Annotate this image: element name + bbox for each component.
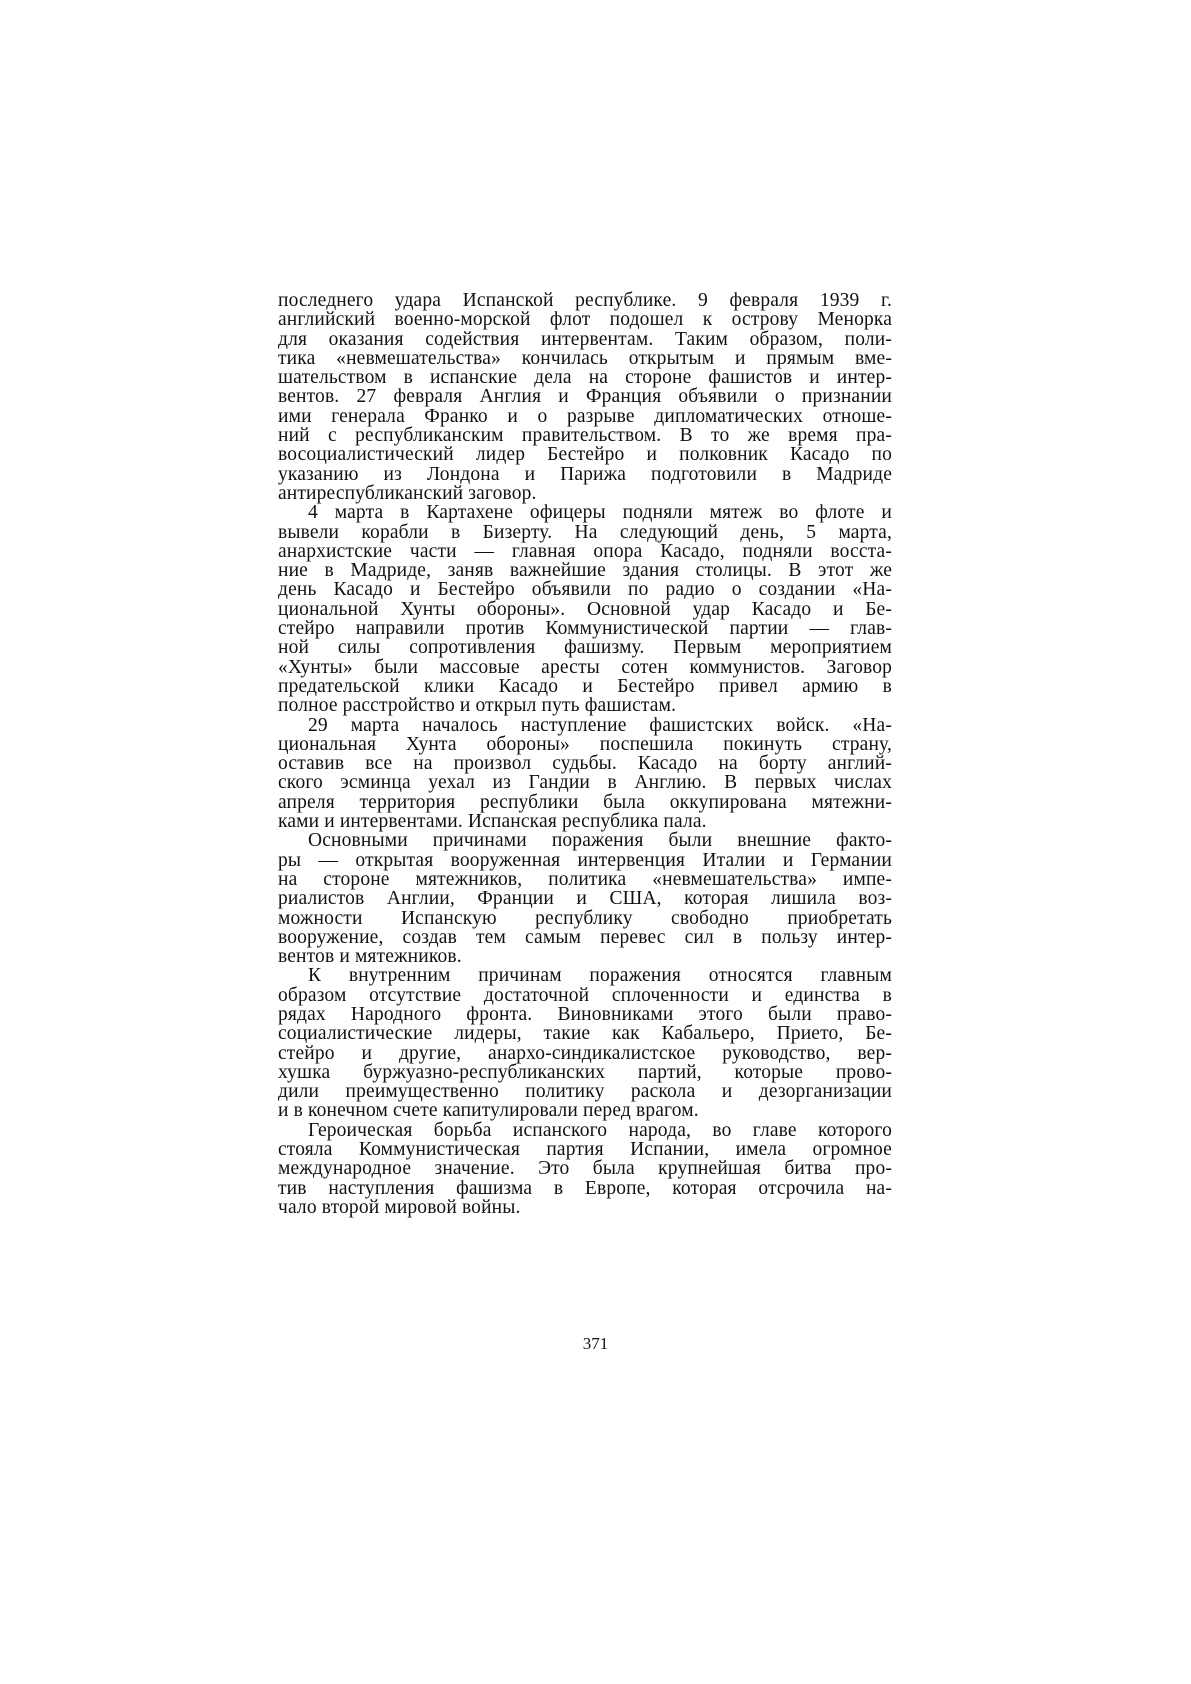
text-line: восоциалистический лидер Бестейро и полковник Касадо по	[278, 444, 892, 466]
paragraph-2	[278, 503, 892, 715]
text-line: рядах Народного фронта. Виновниками этого были право-	[278, 1003, 892, 1025]
text-line: предательской клики Касадо и Бестейро привел армию в	[278, 675, 892, 697]
paragraph-5	[278, 966, 892, 1120]
text-line: вентов. 27 февраля Англия и Франция объявили о признании	[278, 386, 892, 408]
text-line: чало второй мировой войны.	[278, 1196, 521, 1218]
text-line: ний с республиканским правительством. В то же время пра-	[278, 425, 892, 447]
text-line: стейро направили против Коммунистической партии — глав-	[278, 618, 892, 640]
text-line: дили преимущественно политику раскола и дезорганизации	[278, 1081, 892, 1103]
text-line: ского эсминца уехал из Гандии в Англию. В первых числах	[278, 772, 892, 794]
text-line: оставив все на произвол судьбы. Касадо на борту англий-	[278, 753, 892, 775]
text-line: день Касадо и Бестейро объявили по радио о создании «На-	[278, 579, 892, 601]
paragraph-4	[278, 831, 892, 966]
text-line: вооружение, создав тем самым перевес сил в пользу интер-	[278, 926, 892, 948]
text-line: последнего удара Испанской республике. 9 февраля 1939 г.	[278, 290, 892, 311]
text-line: для оказания содействия интервентам. Таким образом, поли-	[278, 328, 892, 350]
text-line: ками и интервентами. Испанская республика пала.	[278, 811, 707, 833]
text-line: ние в Мадриде, заняв важнейшие здания столицы. В этот же	[278, 560, 892, 582]
text-line: социалистические лидеры, такие как Кабальеро, Прието, Бе-	[278, 1023, 892, 1045]
body-text	[278, 291, 892, 1217]
paragraph-6	[278, 1121, 892, 1217]
text-line: ной силы сопротивления фашизму. Первым мероприятием	[278, 637, 892, 659]
text-line: вывели корабли в Бизерту. На следующий день, 5 марта,	[278, 521, 892, 543]
text-line: риалистов Англии, Франции и США, которая лишила воз-	[278, 888, 892, 910]
text-line: К внутренним причинам поражения относятся главным	[308, 965, 892, 987]
text-line: «Хунты» были массовые аресты сотен коммунистов. Заговор	[278, 656, 892, 678]
text-line: Героическая борьба испанского народа, во главе которого	[308, 1119, 892, 1141]
text-line: ры — открытая вооруженная интервенция Италии и Германии	[278, 849, 892, 871]
text-line: шательством в испанские дела на стороне фашистов и интер-	[278, 367, 892, 389]
text-line: и в конечном счете капитулировали перед врагом.	[278, 1100, 699, 1122]
text-line: анархистские части — главная опора Касадо, подняли восста-	[278, 540, 892, 562]
text-line: антиреспубликанский заговор.	[278, 482, 537, 504]
text-line: тив наступления фашизма в Европе, которая отсрочила на-	[278, 1177, 892, 1199]
text-line: можности Испанскую республику свободно приобретать	[278, 907, 892, 929]
text-line: на стороне мятежников, политика «невмешательства» импе-	[278, 868, 892, 890]
text-line: апреля территория республики была оккупирована мятежни-	[278, 791, 892, 813]
text-line: циональной Хунты обороны». Основной удар Касадо и Бе-	[278, 598, 892, 620]
text-line: международное значение. Это была крупнейшая битва про-	[278, 1158, 892, 1180]
text-line: указанию из Лондона и Парижа подготовили в Мадриде	[278, 463, 892, 485]
text-line: полное расстройство и открыл путь фашистам.	[278, 695, 677, 717]
text-line: ими генерала Франко и о разрыве дипломатических отноше-	[278, 405, 892, 427]
paragraph-1	[278, 291, 892, 503]
text-line: вентов и мятежников.	[278, 946, 462, 968]
text-line: 4 марта в Картахене офицеры подняли мятеж во флоте и	[308, 502, 892, 524]
text-line: стояла Коммунистическая партия Испании, имела огромное	[278, 1139, 892, 1161]
text-line: тика «невмешательства» кончилась открытым и прямым вме-	[278, 347, 892, 369]
text-line: образом отсутствие достаточной сплоченности и единства в	[278, 984, 892, 1006]
text-line: хушка буржуазно-республиканских партий, которые прово-	[278, 1061, 892, 1083]
page-number: 371	[582, 1334, 609, 1353]
text-line: английский военно-морской флот подошел к острову Менорка	[278, 309, 892, 331]
text-line: стейро и другие, анархо-синдикалистское руководство, вер-	[278, 1042, 892, 1064]
text-line: Основными причинами поражения были внешние факто-	[308, 830, 892, 852]
text-line: 29 марта началось наступление фашистских войск. «На-	[308, 714, 892, 736]
paragraph-3	[278, 716, 892, 832]
text-line: циональная Хунта обороны» поспешила покинуть страну,	[278, 733, 892, 755]
